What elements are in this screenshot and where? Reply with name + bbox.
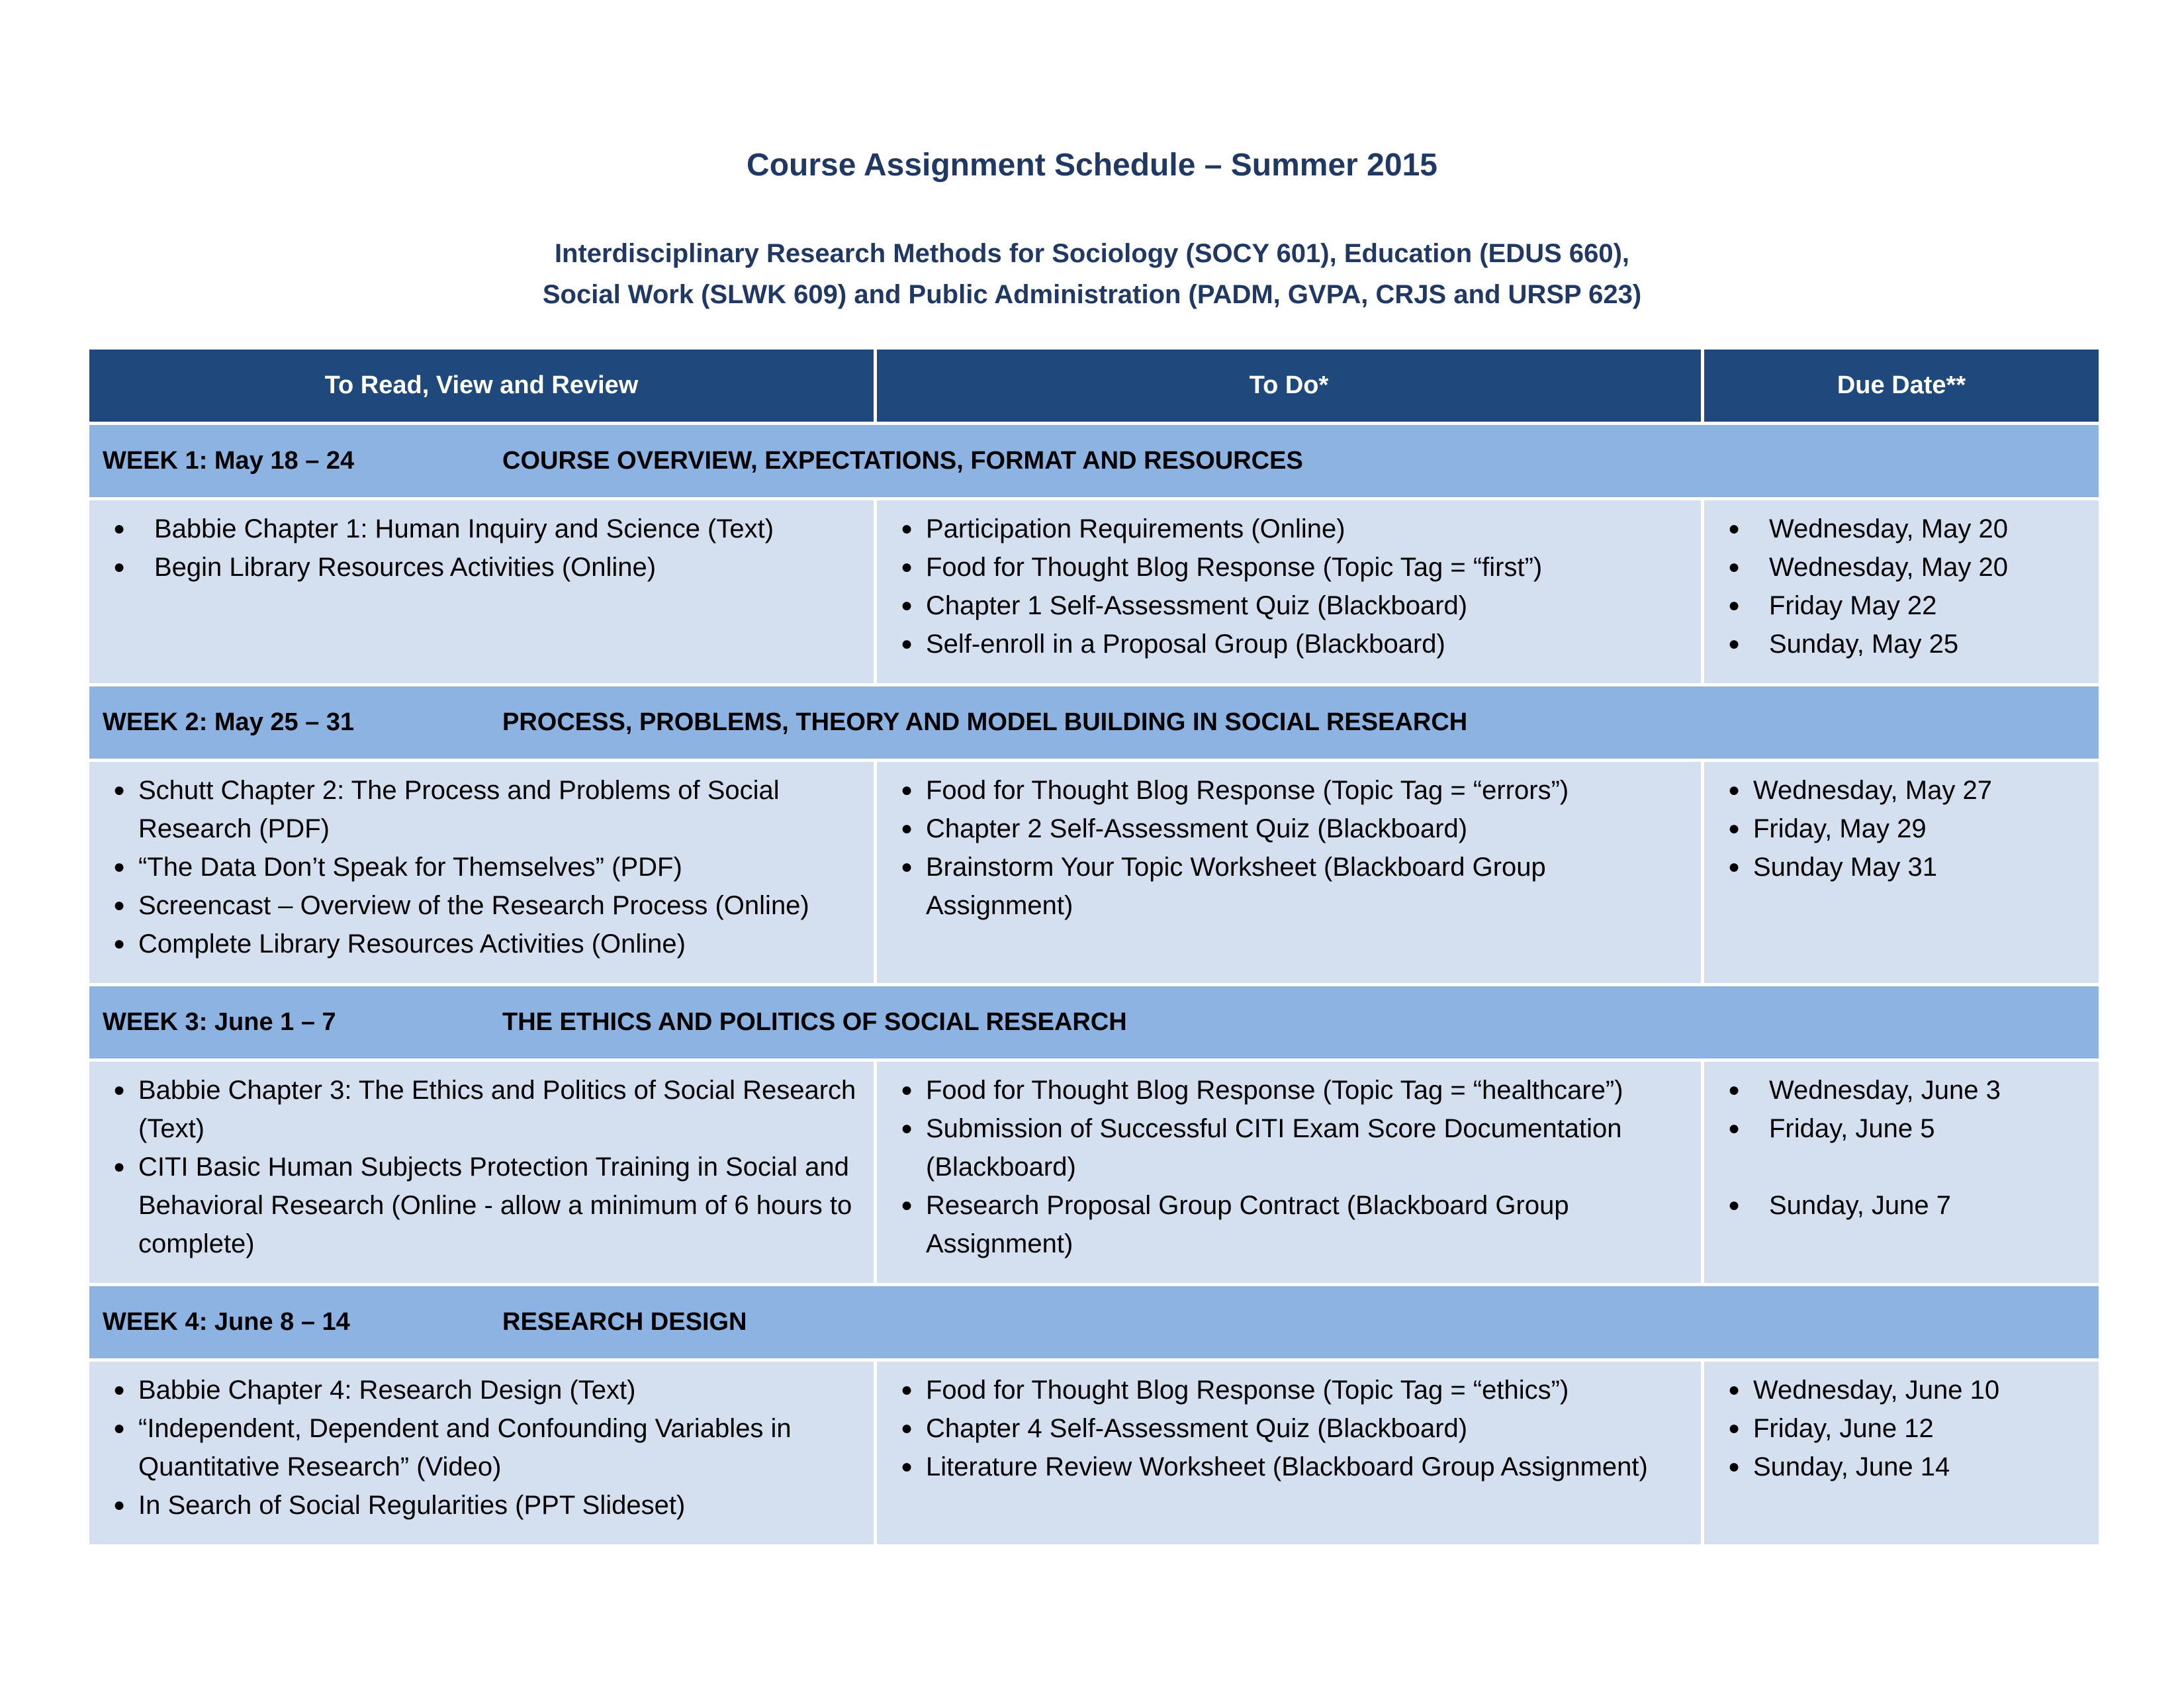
list-item: ● Submission of Successful CITI Exam Score Documentation (Blackboard): [890, 1109, 1694, 1186]
list-item: ● Sunday, June 7: [1717, 1186, 2092, 1225]
bullet-icon: ●: [113, 1417, 126, 1439]
course-subtitle: [0, 233, 2184, 315]
list-item: ● In Search of Social Regularities (PPT Slideset): [103, 1486, 867, 1524]
week-3-todo-cell: [876, 1060, 1703, 1285]
list-item: ● Wednesday, May 20: [1717, 510, 2092, 548]
list-item: ● “The Data Don’t Speak for Themselves” (PDF): [103, 848, 867, 886]
week-4-topic: RESEARCH DESIGN: [502, 1308, 747, 1336]
bullet-icon: ●: [900, 779, 913, 801]
list-item: ● Research Proposal Group Contract (Blackboard Group Assignment): [890, 1186, 1694, 1263]
week-4-content: [88, 1360, 2101, 1546]
week-2-content: [88, 761, 2101, 985]
bullet-icon: ●: [1727, 1117, 1741, 1139]
list-item: ● Chapter 1 Self-Assessment Quiz (Blackboard): [890, 586, 1694, 625]
list-item: ● Sunday May 31: [1717, 848, 2092, 886]
bullet-icon: ●: [1727, 1079, 1741, 1101]
list-item: ● Babbie Chapter 4: Research Design (Text): [103, 1371, 867, 1409]
list-item: ● Literature Review Worksheet (Blackboard Group Assignment): [890, 1448, 1694, 1486]
week-3-header: [88, 985, 2101, 1060]
list-item: ● Sunday, May 25: [1717, 625, 2092, 663]
week-3-topic: THE ETHICS AND POLITICS OF SOCIAL RESEARCH: [502, 1008, 1127, 1036]
bullet-icon: ●: [113, 518, 126, 539]
list-item: ● Chapter 2 Self-Assessment Quiz (Blackboard): [890, 810, 1694, 848]
list-item: ● Participation Requirements (Online): [890, 510, 1694, 548]
bullet-icon: ●: [113, 1494, 126, 1516]
bullet-icon: ●: [1727, 518, 1741, 539]
bullet-icon: ●: [1727, 633, 1741, 655]
week-2-read-cell: [88, 761, 876, 985]
bullet-icon: ●: [900, 856, 913, 878]
list-item: ● Babbie Chapter 3: The Ethics and Politics of Social Research (Text): [103, 1071, 867, 1148]
subtitle-line-2: Social Work (SLWK 609) and Public Administration (PADM, GVPA, CRJS and URSP 623): [542, 280, 1642, 309]
bullet-icon: ●: [900, 518, 913, 539]
week-4-label: WEEK 4: June 8 – 14: [103, 1308, 350, 1336]
week-4-todo-cell: [876, 1360, 1703, 1546]
bullet-icon: ●: [900, 594, 913, 616]
week-1-due-cell: [1703, 499, 2101, 685]
bullet-icon: ●: [1727, 856, 1741, 878]
list-item: ● Screencast – Overview of the Research Process (Online): [103, 886, 867, 925]
list-item: ● Wednesday, May 27: [1717, 771, 2092, 810]
bullet-icon: ●: [1727, 1417, 1741, 1439]
list-item: ● Brainstorm Your Topic Worksheet (Blackboard Group Assignment): [890, 848, 1694, 925]
bullet-icon: ●: [113, 894, 126, 916]
week-2-label: WEEK 2: May 25 – 31: [103, 708, 355, 736]
list-item: ● Chapter 4 Self-Assessment Quiz (Blackboard): [890, 1409, 1694, 1448]
list-item: ● Friday May 22: [1717, 586, 2092, 625]
week-1-todo-cell: [876, 499, 1703, 685]
bullet-icon: ●: [1727, 556, 1741, 578]
bullet-icon: ●: [1727, 818, 1741, 839]
list-item: ● “Independent, Dependent and Confounding Variables in Quantitative Research” (Video): [103, 1409, 867, 1486]
subtitle-line-1: Interdisciplinary Research Methods for Sociology (SOCY 601), Education (EDUS 660),: [554, 239, 1630, 268]
bullet-icon: ●: [900, 1117, 913, 1139]
list-item: ● Wednesday, June 3: [1717, 1071, 2092, 1109]
list-item: ● Food for Thought Blog Response (Topic Tag = “errors”): [890, 771, 1694, 810]
list-item: ● Friday, June 5: [1717, 1109, 2092, 1148]
week-4-header: [88, 1285, 2101, 1360]
list-item: ● Babbie Chapter 1: Human Inquiry and Science (Text): [103, 510, 867, 548]
week-1-topic: COURSE OVERVIEW, EXPECTATIONS, FORMAT AND RESOURCES: [502, 447, 1303, 475]
list-item: ● Friday, May 29: [1717, 810, 2092, 848]
week-1-read-cell: [88, 499, 876, 685]
bullet-icon: ●: [1727, 779, 1741, 801]
bullet-icon: ●: [113, 856, 126, 878]
bullet-icon: ●: [113, 1379, 126, 1401]
week-4-read-cell: [88, 1360, 876, 1546]
list-item: ● Wednesday, May 20: [1717, 548, 2092, 586]
week-1-content: [88, 499, 2101, 685]
week-2-due-cell: [1703, 761, 2101, 985]
list-item: ● Friday, June 12: [1717, 1409, 2092, 1448]
list-item: ● Wednesday, June 10: [1717, 1371, 2092, 1409]
bullet-icon: ●: [113, 779, 126, 801]
bullet-icon: ●: [900, 1379, 913, 1401]
bullet-icon: ●: [900, 818, 913, 839]
list-item: ● Begin Library Resources Activities (Online): [103, 548, 867, 586]
bullet-icon: ●: [113, 933, 126, 955]
bullet-icon: ●: [113, 556, 126, 578]
list-item: ● Self-enroll in a Proposal Group (Blackboard): [890, 625, 1694, 663]
list-item: ● Food for Thought Blog Response (Topic Tag = “first”): [890, 548, 1694, 586]
week-3-label: WEEK 3: June 1 – 7: [103, 1008, 336, 1036]
bullet-icon: ●: [900, 1456, 913, 1477]
list-item: ● Complete Library Resources Activities (Online): [103, 925, 867, 963]
list-item: ● Schutt Chapter 2: The Process and Problems of Social Research (PDF): [103, 771, 867, 848]
week-3-content: [88, 1060, 2101, 1285]
week-2-topic: PROCESS, PROBLEMS, THEORY AND MODEL BUILDING IN SOCIAL RESEARCH: [502, 708, 1468, 736]
list-item: ● Food for Thought Blog Response (Topic Tag = “healthcare”): [890, 1071, 1694, 1109]
bullet-icon: ●: [900, 1417, 913, 1439]
week-1-label: WEEK 1: May 18 – 24: [103, 447, 355, 475]
bullet-icon: ●: [1727, 1379, 1741, 1401]
assignment-schedule-table: [86, 346, 2102, 1548]
bullet-icon: ●: [1727, 1456, 1741, 1477]
bullet-icon: ●: [1727, 1194, 1741, 1216]
bullet-icon: ●: [113, 1156, 126, 1178]
week-2-todo-cell: [876, 761, 1703, 985]
bullet-icon: ●: [900, 1079, 913, 1101]
week-1-header: [88, 424, 2101, 499]
bullet-icon: ●: [900, 1194, 913, 1216]
bullet-icon: ●: [900, 633, 913, 655]
bullet-icon: ●: [900, 556, 913, 578]
list-item: ● Food for Thought Blog Response (Topic Tag = “ethics”): [890, 1371, 1694, 1409]
list-item: ● Sunday, June 14: [1717, 1448, 2092, 1486]
document-title: Course Assignment Schedule – Summer 2015: [747, 148, 1437, 183]
column-header-due: Due Date**: [1703, 348, 2101, 424]
column-header-read: To Read, View and Review: [88, 348, 876, 424]
list-item: ● CITI Basic Human Subjects Protection Training in Social and Behavioral Research (Online - allow a minimum of 6 hours to complete): [103, 1148, 867, 1263]
week-4-due-cell: [1703, 1360, 2101, 1546]
week-2-header: [88, 685, 2101, 761]
column-header-todo: To Do*: [876, 348, 1703, 424]
week-3-due-cell: [1703, 1060, 2101, 1285]
bullet-icon: ●: [1727, 594, 1741, 616]
bullet-icon: ●: [113, 1079, 126, 1101]
table-header-row: [88, 348, 2101, 424]
week-3-read-cell: [88, 1060, 876, 1285]
